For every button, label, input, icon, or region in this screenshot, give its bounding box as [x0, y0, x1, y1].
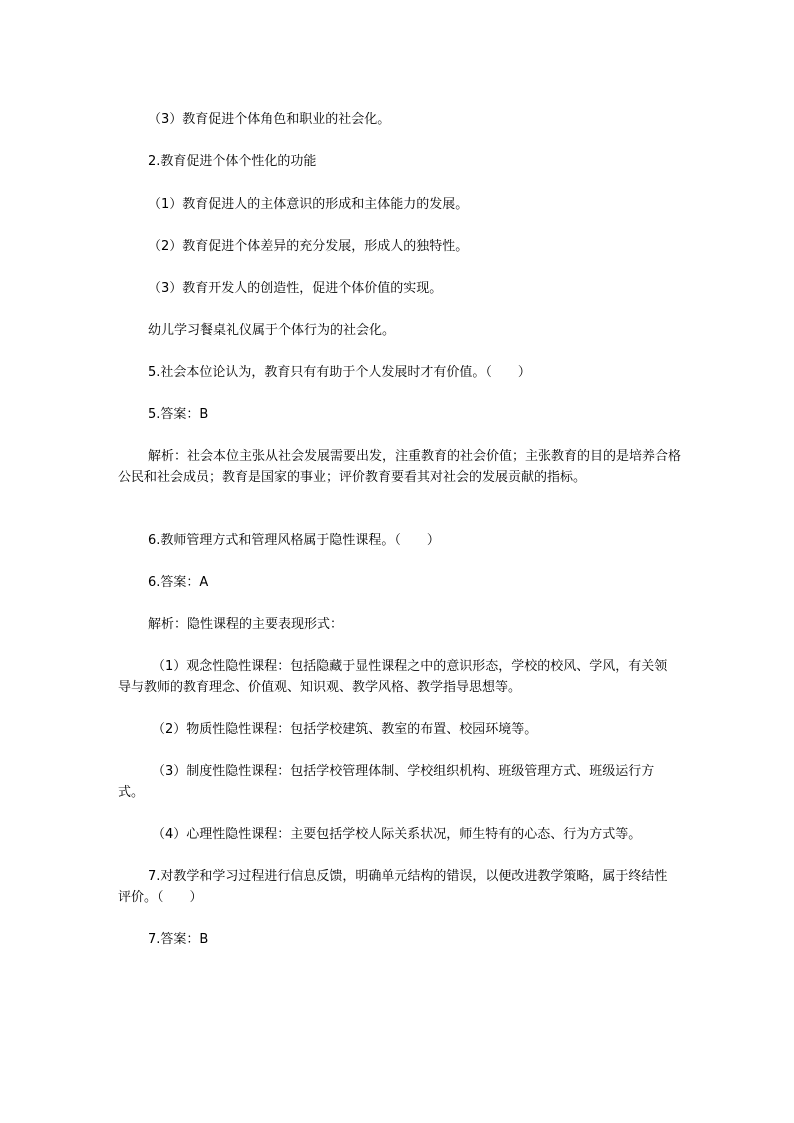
explanation-6-item-1: （1）观念性隐性课程：包括隐藏于显性课程之中的意识形态，学校的校风、学风，有关领导与教师的教育理念、价值观、知识观、教学风格、教学指导思想等。	[118, 659, 668, 695]
paragraph-individual-differences: （2）教育促进个体差异的充分发展，形成人的独特性。	[148, 239, 469, 254]
answer-6: 6.答案：A	[148, 575, 209, 590]
explanation-5: 解析：社会本位主张从社会发展需要出发，注重教育的社会价值；主张教育的目的是培养合格公民和社会成员；教育是国家的事业；评价教育要看其对社会的发展贡献的指标。	[118, 449, 682, 485]
paragraph-role-socialization: （3）教育促进个体角色和职业的社会化。	[148, 112, 391, 127]
paragraph-table-manners: 幼儿学习餐桌礼仪属于个体行为的社会化。	[148, 323, 396, 338]
heading-individualization-function: 2.教育促进个体个性化的功能	[148, 154, 317, 169]
paragraph-subject-awareness: （1）教育促进人的主体意识的形成和主体能力的发展。	[148, 197, 469, 212]
answer-5: 5.答案：B	[148, 407, 209, 422]
answer-7: 7.答案：B	[148, 932, 209, 947]
question-5: 5.社会本位论认为，教育只有有助于个人发展时才有价值。（ ）	[148, 365, 531, 380]
explanation-6-item-3: （3）制度性隐性课程：包括学校管理体制、学校组织机构、班级管理方式、班级运行方式。	[118, 764, 655, 800]
paragraph-creativity: （3）教育开发人的创造性，促进个体价值的实现。	[148, 281, 443, 296]
question-6: 6.教师管理方式和管理风格属于隐性课程。（ ）	[148, 533, 440, 548]
explanation-6-intro: 解析：隐性课程的主要表现形式：	[148, 617, 344, 632]
explanation-6-item-2: （2）物质性隐性课程：包括学校建筑、教室的布置、校园环境等。	[152, 722, 538, 737]
explanation-6-item-4: （4）心理性隐性课程：主要包括学校人际关系状况，师生特有的心态、行为方式等。	[152, 827, 642, 842]
question-7: 7.对教学和学习过程进行信息反馈，明确单元结构的错误，以便改进教学策略，属于终结性评价。（ ）	[118, 869, 668, 905]
